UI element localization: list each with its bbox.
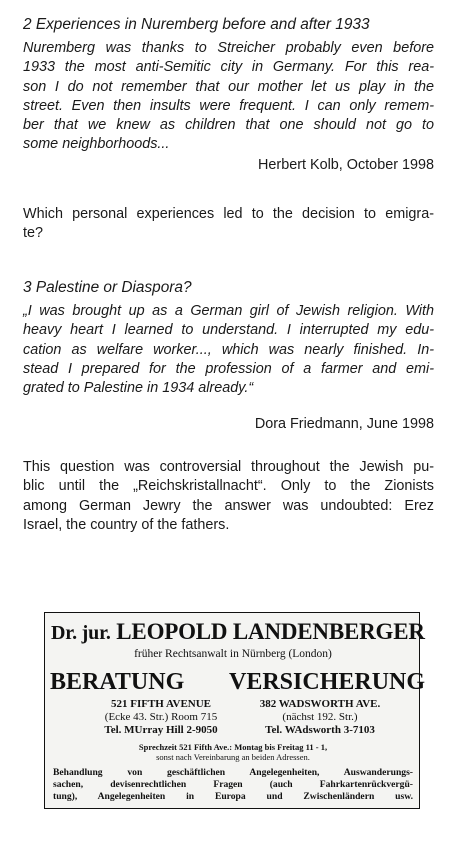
quote-dora-friedmann (23, 302, 434, 398)
quote-line: heavy heart I learned to understand. I interrupted my edu- (23, 322, 434, 339)
quote-line: ber that we knew as children that one should not go to (23, 117, 434, 134)
ad-phone: Tel. MUrray Hill 2-9050 (104, 724, 218, 736)
ad-services (53, 767, 413, 803)
quote-line: street. Even then insults were frequent. I can only remem- (23, 97, 434, 114)
quote-line: grated to Palestine in 1934 already.“ (23, 380, 254, 397)
section-heading: 2 Experiences in Nuremberg before and after 1933 (23, 16, 370, 33)
quote-attribution: Herbert Kolb, October 1998 (258, 156, 434, 173)
section-heading: 3 Palestine or Diaspora? (23, 279, 192, 296)
quote-line: „I was brought up as a German girl of Jewish religion. With (23, 303, 434, 319)
quote-line: 1933 the most anti-Semitic city in Germany. For this rea- (23, 59, 434, 76)
body-paragraph (23, 458, 434, 535)
quote-line: son I do not remember that our mother let us play in the (23, 78, 434, 95)
para-line: te? (23, 225, 44, 242)
quote-attribution: Dora Friedmann, June 1998 (254, 416, 434, 433)
ad-services-line: sachen, devisenrechtlichen Fragen (auch Fahrkartenrückvergü- (53, 779, 413, 790)
ad-former-position: früher Rechtsanwalt in Nürnberg (London) (134, 648, 332, 660)
quote-line: cation as welfare worker..., which was nearly finished. In- (23, 341, 434, 358)
para-line: Which personal experiences led to the decision to emigra- (23, 206, 434, 222)
ad-office-hours (45, 742, 421, 762)
para-line: blic until the „Reichskristallnacht“. Only to the Zionists (23, 478, 434, 495)
newspaper-advertisement (44, 612, 426, 809)
para-line: This question was controversial throughout the Jewish pu- (23, 459, 434, 475)
ad-heading-beratung: BERATUNG (50, 669, 185, 695)
ad-address-right (245, 698, 395, 737)
ad-hours-line: sonst nach Vereinbarung an beiden Adressen. (156, 752, 310, 762)
quote-line: stead I prepared for the profession of a farmer and emi- (23, 360, 434, 377)
para-line: among German Jewry the answer was undoubted: Erez (23, 497, 434, 514)
ad-address-left (81, 698, 241, 737)
ad-title-name: LEOPOLD LANDENBERGER (116, 619, 425, 644)
quote-line: Nuremberg was thanks to Streicher probably even before (23, 40, 434, 56)
ad-address-line: 521 FIFTH AVENUE (110, 698, 212, 710)
ad-title (51, 619, 425, 646)
section-palestine-diaspora (23, 277, 434, 435)
ad-address-line: 382 WADSWORTH AVE. (259, 698, 381, 710)
question-paragraph (23, 205, 434, 244)
quote-line: some neighborhoods... (23, 136, 170, 153)
section-experiences-nuremberg (23, 14, 434, 175)
ad-hours-line: Sprechzeit 521 Fifth Ave.: Montag bis Freitag 11 - 1, (138, 742, 328, 752)
ad-title-prefix: Dr. jur. (51, 622, 111, 644)
ad-services-line: Behandlung von geschäftlichen Angelegenheiten, Auswanderungs- (53, 767, 413, 778)
ad-phone: Tel. WAdsworth 3-7103 (265, 724, 375, 736)
ad-services-line: tung), Angelegenheiten in Europa und Zwischenländern usw. (53, 791, 413, 802)
ad-address-line: (nächst 192. Str.) (282, 711, 358, 723)
quote-herbert-kolb (23, 39, 434, 155)
ad-heading-versicherung: VERSICHERUNG (229, 669, 426, 695)
ad-address-line: (Ecke 43. Str.) Room 715 (104, 711, 218, 723)
para-line: Israel, the country of the fathers. (23, 516, 230, 533)
